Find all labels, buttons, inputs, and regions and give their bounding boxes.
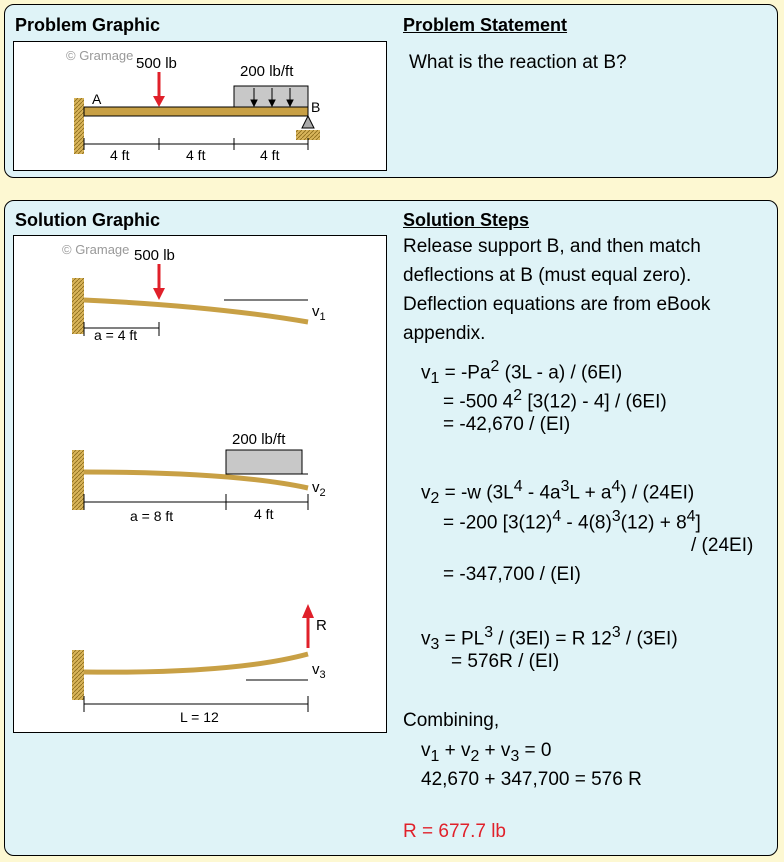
case3-reaction-arrowhead	[302, 604, 314, 618]
case3-deflected-beam	[84, 654, 308, 672]
case2-dimension	[84, 494, 308, 510]
case2-dim-b: 4 ft	[254, 506, 274, 522]
case2-deflection-label: $v_2$	[312, 479, 326, 499]
problem-statement-title: Problem Statement	[403, 15, 568, 35]
case-1	[72, 247, 326, 343]
watermark: © Gramage	[62, 242, 130, 257]
case3-reaction-label: R	[316, 617, 327, 634]
problem-figure	[13, 41, 387, 171]
beam	[84, 107, 308, 116]
eq3-line-2: = 576R / (EI)	[451, 651, 560, 672]
case-2	[72, 431, 326, 524]
case-3	[72, 604, 327, 725]
problem-beam-diagram	[14, 42, 386, 170]
case2-dim-a: a = 8 ft	[130, 508, 174, 524]
case2-wall	[72, 450, 84, 510]
eq2-line-1: $v_2 = -w$ $(3L^4 - 4a^3L + a^4) / (24EI)$	[421, 478, 695, 508]
answer: R = 677.7 lb	[403, 821, 506, 842]
eq3-line-1: $v_3 = PL^3 / (3EI) = R$ $12^3 / (3EI)$	[421, 624, 678, 654]
solution-figure	[13, 235, 387, 733]
eq1-line-2: = -500 $4^2$ [3(12) - 4] / (6EI)	[443, 387, 667, 413]
case1-load-arrowhead	[153, 288, 165, 300]
case1-deflected-beam	[84, 300, 308, 322]
solution-beam-diagrams	[14, 236, 386, 732]
solution-steps-title: Solution Steps	[403, 210, 529, 230]
point-load-label: 500 lb	[136, 55, 177, 72]
intro-line-3: Deflection equations are from eBook	[403, 294, 711, 315]
case3-wall	[72, 650, 84, 700]
eq2-line-4: = -347,700 / (EI)	[443, 564, 581, 585]
case1-deflection-label: $v_1$	[312, 303, 326, 323]
eq1-line-1: $v_1 = -Pa^2$ (3L - a) / (6EI)	[421, 358, 623, 388]
fixed-wall	[74, 98, 84, 154]
intro-line-2: deflections at B (must equal zero).	[403, 265, 692, 286]
case3-deflection-label: $v_3$	[312, 661, 326, 681]
eq1-line-3: = -42,670 / (EI)	[443, 414, 571, 435]
roller-support	[302, 116, 314, 128]
intro-line-1: Release support B, and then match	[403, 236, 701, 257]
case1-wall	[72, 278, 84, 334]
point-load-arrowhead	[153, 96, 165, 107]
case1-dim-label: a = 4 ft	[94, 327, 138, 343]
eq2-line-2: = -200 $[3(12)^4 - 4(8)^3(12) + 8^4]$	[443, 508, 701, 534]
distributed-load-label: 200 lb/ft	[240, 63, 294, 80]
solution-panel	[4, 200, 778, 856]
dim-2: 4 ft	[186, 147, 206, 163]
combining-line-2: 42,670 + 347,700 = 576 R	[421, 769, 642, 790]
label-b: B	[311, 99, 321, 115]
eq2-line-3: / (24EI)	[691, 535, 754, 556]
watermark: © Gramage	[66, 48, 134, 63]
problem-panel	[4, 4, 778, 178]
case2-load-label: 200 lb/ft	[232, 431, 286, 448]
case2-distributed-load	[226, 450, 302, 474]
dim-3: 4 ft	[260, 147, 280, 163]
intro-line-4: appendix.	[403, 323, 486, 344]
combining-line-1: $v_1 + v_2 + v_3 = 0$	[421, 740, 552, 765]
problem-statement-text: What is the reaction at B?	[409, 52, 627, 73]
case1-load-label: 500 lb	[134, 247, 175, 264]
combining-title: Combining,	[403, 710, 500, 731]
solution-graphic-title: Solution Graphic	[15, 210, 161, 230]
problem-graphic-title: Problem Graphic	[15, 15, 161, 35]
dim-1: 4 ft	[110, 147, 130, 163]
label-a: A	[92, 91, 102, 107]
case3-dim-label: L = 12	[180, 709, 219, 725]
